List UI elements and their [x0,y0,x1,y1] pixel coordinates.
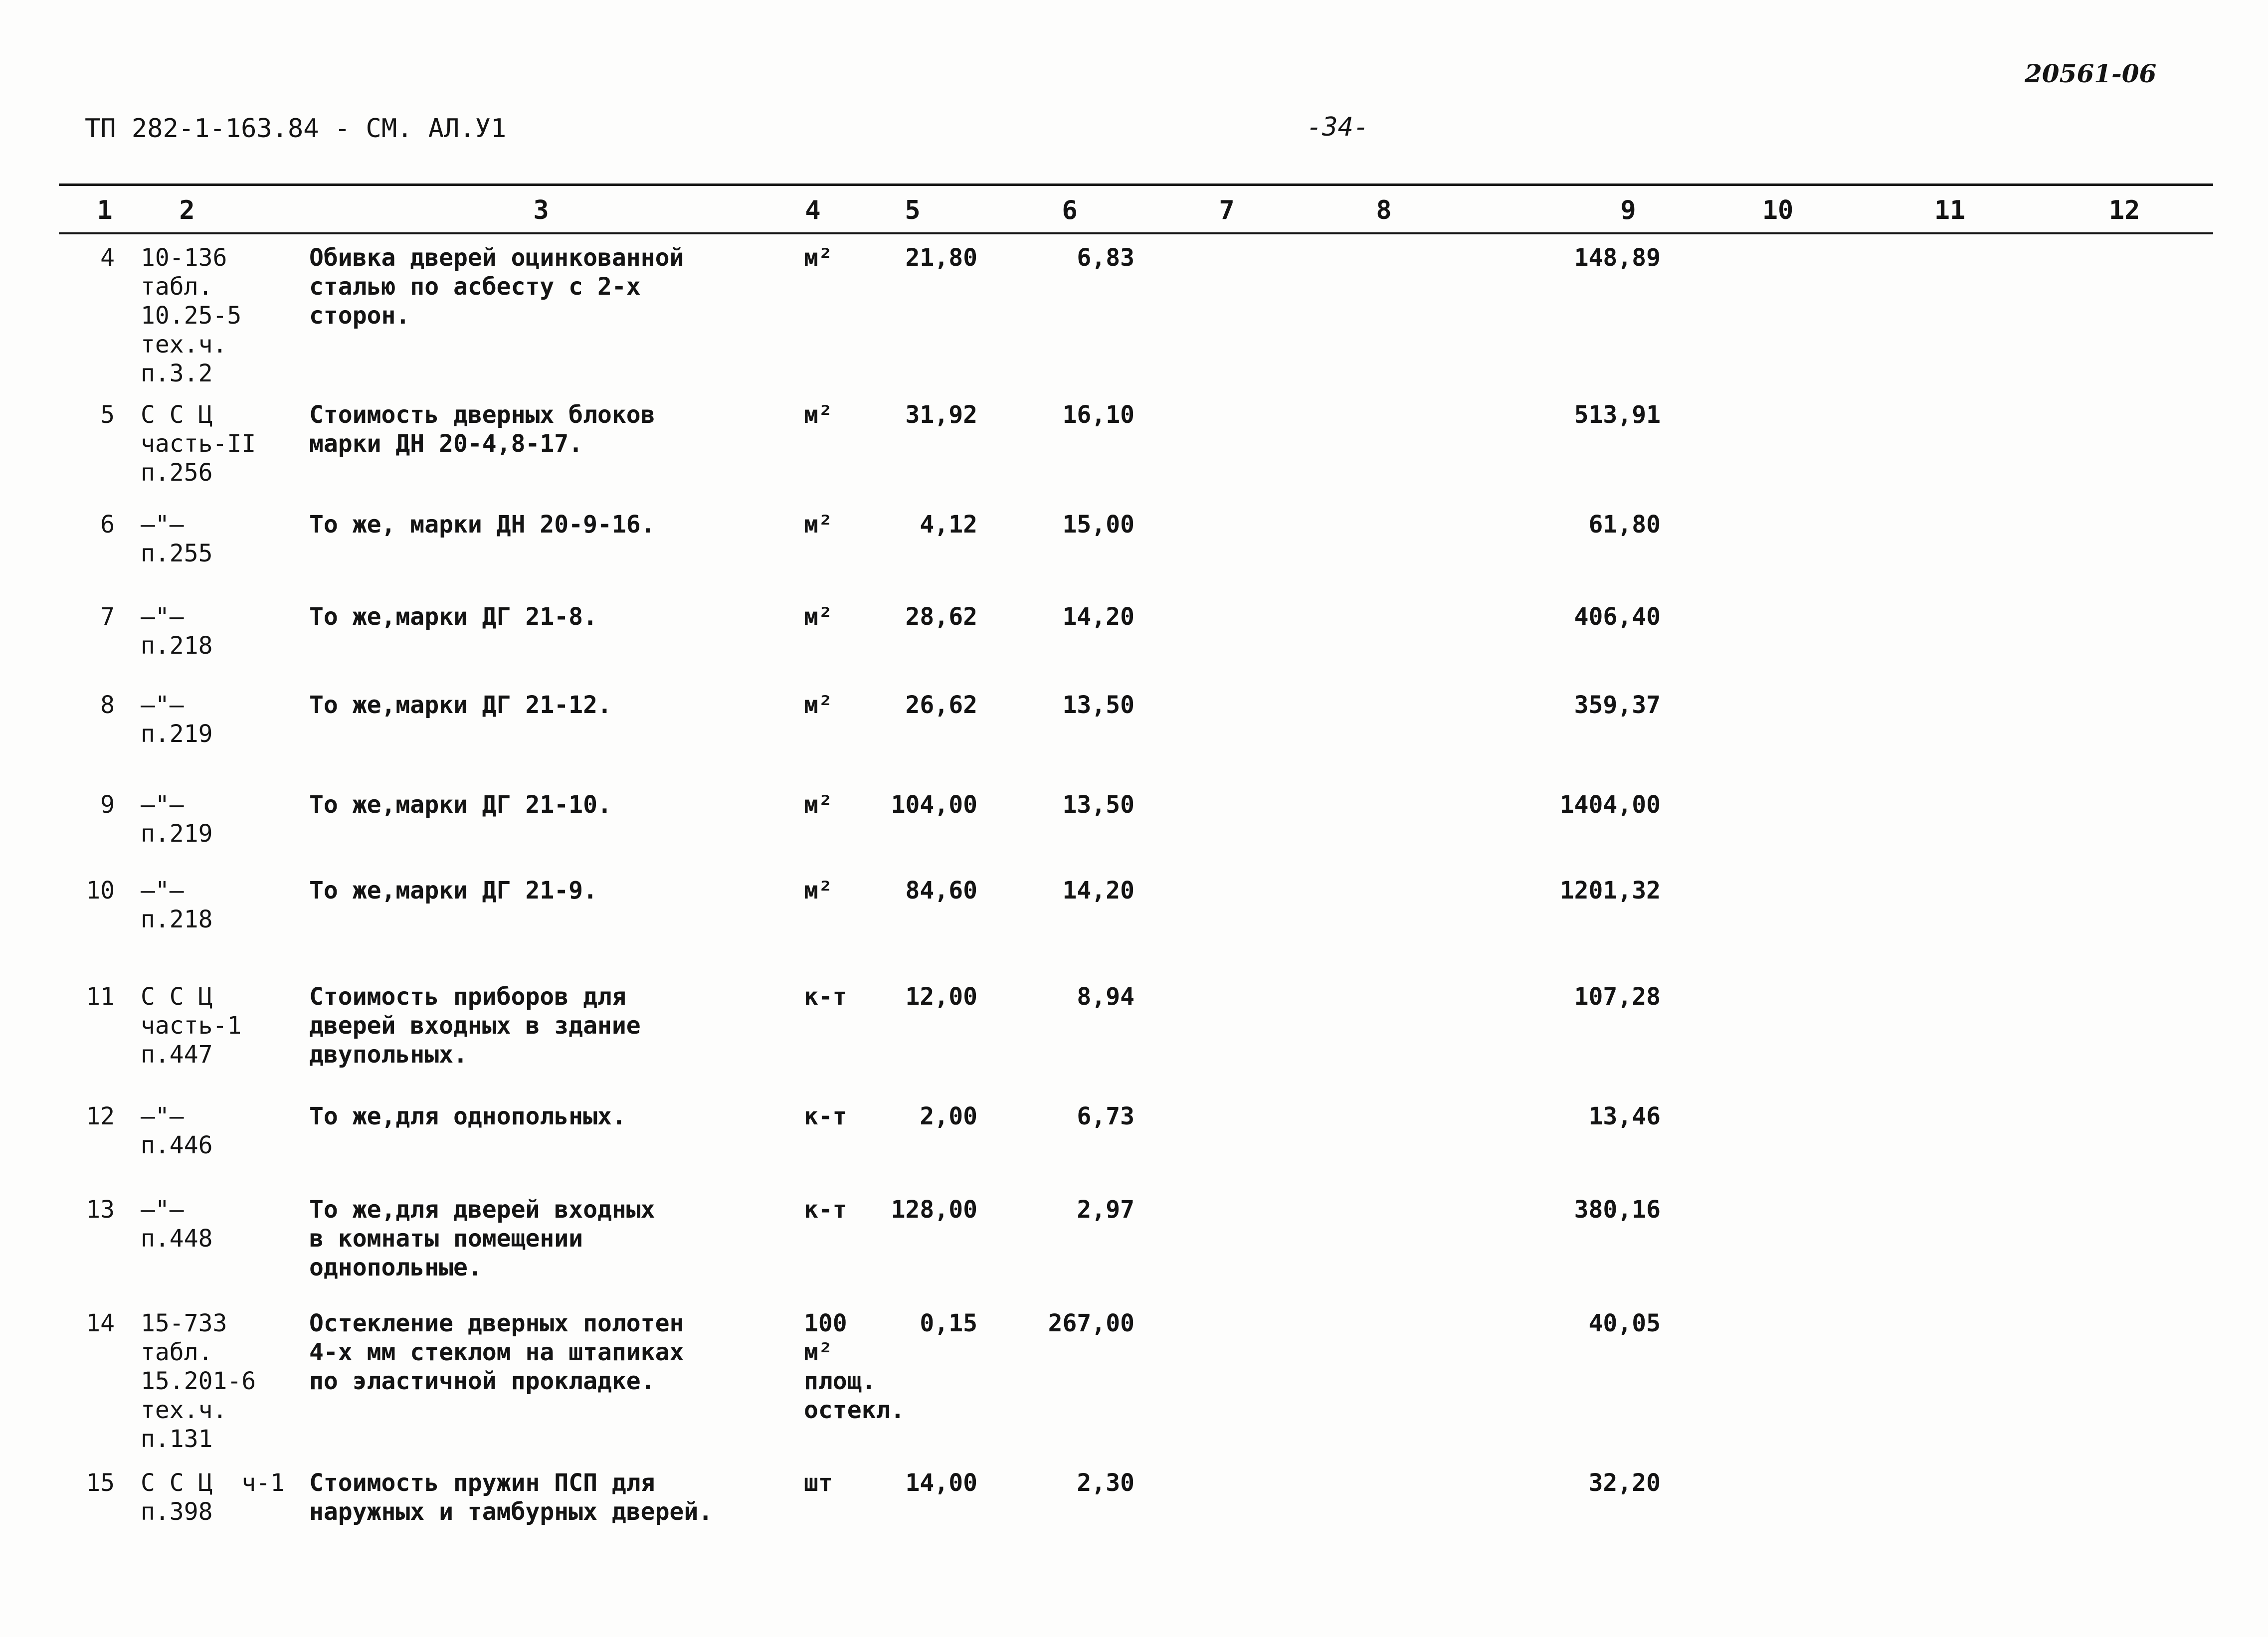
row-total: 513,91 [1574,401,1661,429]
row-unit-price: 8,94 [1077,983,1134,1011]
row-number: 12 [86,1102,115,1130]
row-reference: —"— п.218 [141,603,213,660]
row-number: 8 [100,691,115,719]
column-number-10: 10 [1762,195,1794,225]
column-number-7: 7 [1219,195,1235,225]
row-reference: С С Ц ч-1 п.398 [141,1469,285,1526]
row-unit: м² [804,691,833,719]
column-number-2: 2 [179,195,195,225]
row-total: 1404,00 [1559,791,1661,819]
row-unit: м² [804,603,833,631]
row-description: Остекление дверных полотен 4-х мм стеклом на штапиках по эластичной прокладке. [309,1309,684,1395]
column-number-5: 5 [905,195,921,225]
row-total: 1201,32 [1559,877,1661,905]
row-total: 61,80 [1588,511,1661,539]
row-total: 107,28 [1574,983,1661,1011]
row-unit-price: 267,00 [1048,1309,1134,1337]
row-reference: —"— п.255 [141,511,213,567]
row-quantity: 84,60 [905,877,977,905]
row-unit: к-т [804,983,847,1011]
row-description: То же, марки ДН 20-9-16. [309,511,655,539]
row-total: 380,16 [1574,1196,1661,1224]
row-unit: м² [804,511,833,539]
column-number-9: 9 [1620,195,1636,225]
row-quantity: 26,62 [905,691,977,719]
row-number: 11 [86,983,115,1011]
row-quantity: 31,92 [905,401,977,429]
row-quantity: 21,80 [905,244,977,272]
row-unit-price: 15,00 [1062,511,1134,539]
row-reference: С С Ц часть-1 п.447 [141,983,242,1069]
table-top-rule [59,183,2213,186]
column-number-6: 6 [1062,195,1078,225]
header-designation: ТП 282-1-163.84 - СМ. АЛ.У1 [85,114,507,144]
row-unit-price: 13,50 [1062,791,1134,819]
row-unit: м² [804,244,833,272]
row-description: То же,марки ДГ 21-8. [309,603,597,631]
column-number-11: 11 [1934,195,1966,225]
row-unit-price: 6,83 [1077,244,1134,272]
row-unit: м² [804,791,833,819]
row-total: 40,05 [1588,1309,1661,1337]
page-number: -34- [1307,112,1369,142]
row-number: 10 [86,877,115,905]
row-reference: —"— п.219 [141,691,213,748]
document-code: 20561-06 [2025,59,2157,88]
row-reference: 10-136 табл. 10.25-5 тех.ч. п.3.2 [141,244,242,387]
row-unit-price: 2,30 [1077,1469,1134,1497]
row-quantity: 14,00 [905,1469,977,1497]
row-quantity: 28,62 [905,603,977,631]
row-total: 13,46 [1588,1102,1661,1130]
row-unit-price: 13,50 [1062,691,1134,719]
row-reference: —"— п.448 [141,1196,213,1253]
row-quantity: 128,00 [891,1196,977,1224]
row-unit: к-т [804,1196,847,1224]
row-description: То же,марки ДГ 21-12. [309,691,612,719]
row-description: Стоимость приборов для дверей входных в здание двупольных. [309,983,641,1069]
row-description: Стоимость пружин ПСП для наружных и тамбурных дверей. [309,1469,713,1526]
row-total: 359,37 [1574,691,1661,719]
row-quantity: 2,00 [920,1102,977,1130]
column-number-4: 4 [805,195,821,225]
row-quantity: 104,00 [891,791,977,819]
row-number: 14 [86,1309,115,1337]
row-number: 5 [100,401,115,429]
row-unit-price: 6,73 [1077,1102,1134,1130]
column-number-1: 1 [97,195,113,225]
column-number-8: 8 [1376,195,1392,225]
row-total: 32,20 [1588,1469,1661,1497]
row-total: 406,40 [1574,603,1661,631]
row-number: 6 [100,511,115,539]
row-quantity: 12,00 [905,983,977,1011]
row-number: 9 [100,791,115,819]
row-unit: к-т [804,1102,847,1130]
row-unit: шт [804,1469,833,1497]
row-number: 15 [86,1469,115,1497]
row-number: 7 [100,603,115,631]
column-number-3: 3 [533,195,549,225]
row-reference: —"— п.446 [141,1102,213,1159]
row-reference: —"— п.218 [141,877,213,933]
row-description: То же,для однопольных. [309,1102,626,1130]
row-description: Обивка дверей оцинкованной сталью по асбесту с 2-х сторон. [309,244,684,330]
row-unit: м² [804,877,833,905]
row-unit-price: 14,20 [1062,877,1134,905]
row-number: 4 [100,244,115,272]
row-reference: С С Ц часть-II п.256 [141,401,256,487]
row-description: То же,марки ДГ 21-10. [309,791,612,819]
table-header-rule [59,232,2213,234]
column-number-12: 12 [2108,195,2140,225]
row-number: 13 [86,1196,115,1224]
row-quantity: 4,12 [920,511,977,539]
row-unit-price: 16,10 [1062,401,1134,429]
row-unit: м² [804,401,833,429]
row-total: 148,89 [1574,244,1661,272]
row-unit: 100 м² площ. остекл. [804,1309,905,1424]
row-reference: 15-733 табл. 15.201-6 тех.ч. п.131 [141,1309,256,1453]
row-description: Стоимость дверных блоков марки ДН 20-4,8-17. [309,401,655,458]
row-reference: —"— п.219 [141,791,213,848]
row-unit-price: 2,97 [1077,1196,1134,1224]
row-description: То же,марки ДГ 21-9. [309,877,597,905]
row-description: То же,для дверей входных в комнаты помещении однопольные. [309,1196,655,1281]
row-unit-price: 14,20 [1062,603,1134,631]
row-quantity: 0,15 [920,1309,977,1337]
